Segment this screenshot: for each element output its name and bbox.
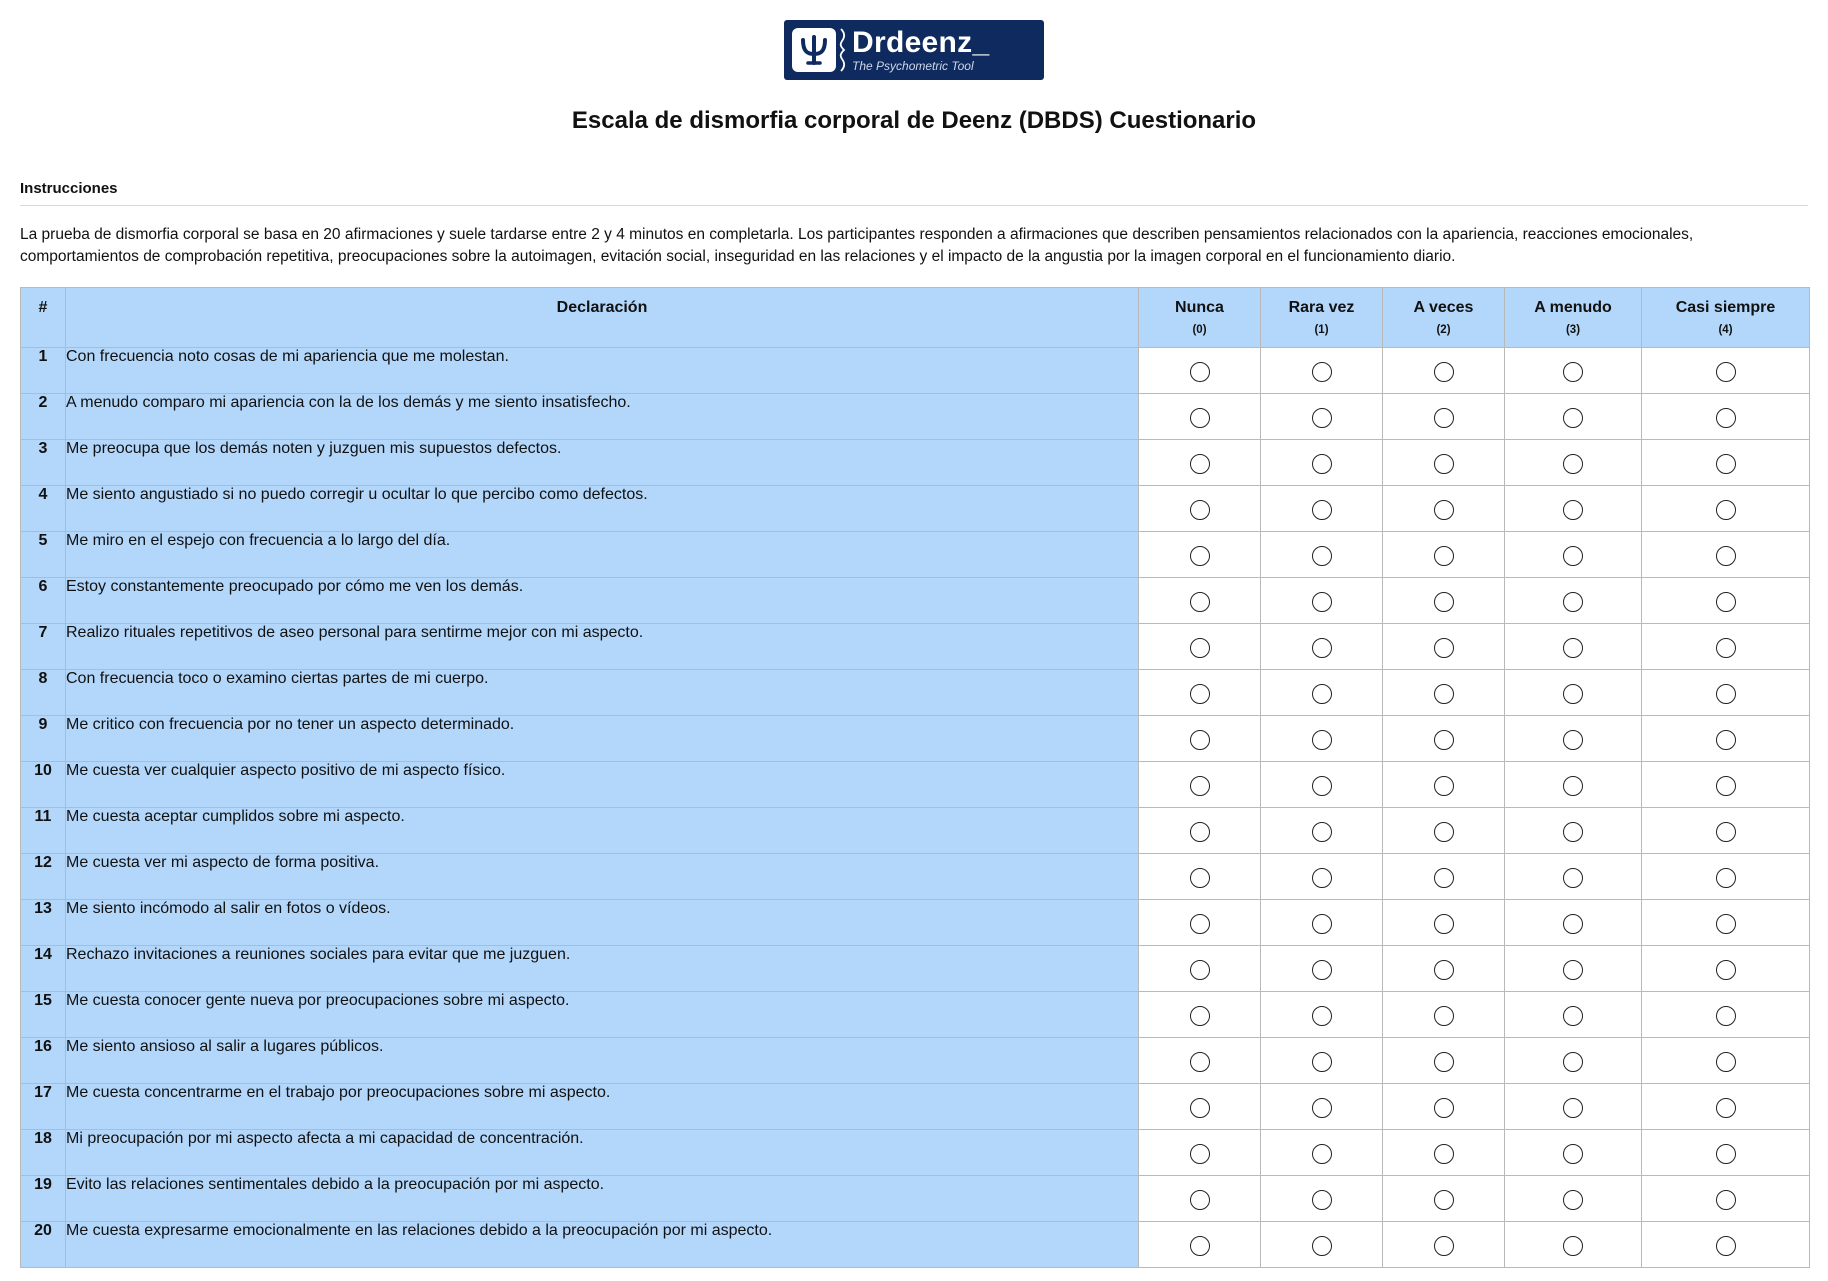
radio-button[interactable]	[1563, 1236, 1583, 1256]
item-number: 2	[21, 394, 66, 440]
option-cell	[1383, 1084, 1505, 1130]
option-cell	[1642, 716, 1810, 762]
option-cell	[1261, 578, 1383, 624]
item-number: 3	[21, 440, 66, 486]
radio-button[interactable]	[1190, 730, 1210, 750]
item-statement: Con frecuencia noto cosas de mi apariencia que me molestan.	[66, 348, 1139, 394]
radio-button[interactable]	[1716, 638, 1736, 658]
option-cell	[1505, 762, 1642, 808]
option-cell	[1642, 532, 1810, 578]
option-cell	[1139, 946, 1261, 992]
radio-button[interactable]	[1434, 500, 1454, 520]
option-cell	[1261, 946, 1383, 992]
option-cell	[1139, 348, 1261, 394]
radio-button[interactable]	[1716, 1190, 1736, 1210]
radio-button[interactable]	[1312, 500, 1332, 520]
option-cell	[1261, 624, 1383, 670]
option-cell	[1261, 992, 1383, 1038]
radio-button[interactable]	[1434, 1144, 1454, 1164]
item-number: 13	[21, 900, 66, 946]
option-cell	[1139, 900, 1261, 946]
radio-button[interactable]	[1312, 684, 1332, 704]
radio-button[interactable]	[1434, 684, 1454, 704]
radio-button[interactable]	[1434, 408, 1454, 428]
radio-button[interactable]	[1190, 362, 1210, 382]
instructions-text: La prueba de dismorfia corporal se basa en 20 afirmaciones y suele tardarse entre 2 y 4 minutos en completarla. Los participantes responden a afirmaciones que describen pensamientos relacionados con la apariencia, reacciones emocionales, comportamientos de comprobación repetitiva, preocupaciones sobre la autoimagen, evitación social, inseguridad en las relaciones y el impacto de la angustia por la imagen corporal en el funcionamiento diario.	[20, 226, 1694, 265]
option-cell	[1139, 808, 1261, 854]
radio-button[interactable]	[1716, 730, 1736, 750]
item-statement: Me cuesta ver cualquier aspecto positivo de mi aspecto físico.	[66, 762, 1139, 808]
option-cell	[1642, 1130, 1810, 1176]
table-row	[21, 808, 1810, 854]
option-cell	[1642, 670, 1810, 716]
option-cell	[1139, 1176, 1261, 1222]
option-cell	[1383, 670, 1505, 716]
radio-button[interactable]	[1434, 454, 1454, 474]
option-cell	[1383, 992, 1505, 1038]
radio-button[interactable]	[1312, 454, 1332, 474]
item-number: 17	[21, 1084, 66, 1130]
table-header-row	[21, 288, 1810, 348]
radio-button[interactable]	[1563, 868, 1583, 888]
option-cell	[1642, 440, 1810, 486]
option-cell	[1139, 532, 1261, 578]
radio-button[interactable]	[1312, 730, 1332, 750]
item-statement: Me siento incómodo al salir en fotos o vídeos.	[66, 900, 1139, 946]
item-statement: Evito las relaciones sentimentales debido a la preocupación por mi aspecto.	[66, 1176, 1139, 1222]
brand-logo	[784, 20, 1044, 80]
item-number: 5	[21, 532, 66, 578]
option-cell	[1139, 992, 1261, 1038]
instructions-heading: Instrucciones	[20, 180, 1808, 206]
radio-button[interactable]	[1716, 500, 1736, 520]
radio-button[interactable]	[1312, 408, 1332, 428]
item-statement: Me siento angustiado si no puedo corregir u ocultar lo que percibo como defectos.	[66, 486, 1139, 532]
table-row	[21, 440, 1810, 486]
option-cell	[1383, 532, 1505, 578]
radio-button[interactable]	[1190, 500, 1210, 520]
radio-button[interactable]	[1716, 592, 1736, 612]
radio-button[interactable]	[1190, 1006, 1210, 1026]
option-cell	[1261, 1038, 1383, 1084]
option-cell	[1642, 394, 1810, 440]
radio-button[interactable]	[1312, 1052, 1332, 1072]
radio-button[interactable]	[1716, 1236, 1736, 1256]
option-cell	[1642, 1222, 1810, 1268]
table-row	[21, 578, 1810, 624]
item-number: 6	[21, 578, 66, 624]
table-row	[21, 900, 1810, 946]
table-row	[21, 1130, 1810, 1176]
option-cell	[1139, 486, 1261, 532]
option-cell	[1642, 348, 1810, 394]
option-cell	[1383, 578, 1505, 624]
table-row	[21, 624, 1810, 670]
radio-button[interactable]	[1716, 1052, 1736, 1072]
brand-name: Drdeenz_	[852, 25, 990, 59]
radio-button[interactable]	[1434, 776, 1454, 796]
option-cell	[1383, 624, 1505, 670]
option-cell	[1261, 1084, 1383, 1130]
option-cell	[1139, 1130, 1261, 1176]
option-cell	[1642, 1038, 1810, 1084]
table-row	[21, 394, 1810, 440]
item-number: 19	[21, 1176, 66, 1222]
option-cell	[1261, 808, 1383, 854]
column-header-number: #	[21, 288, 66, 348]
radio-button[interactable]	[1190, 684, 1210, 704]
radio-button[interactable]	[1716, 822, 1736, 842]
option-cell	[1642, 624, 1810, 670]
item-statement: Me cuesta aceptar cumplidos sobre mi aspecto.	[66, 808, 1139, 854]
option-cell	[1261, 1222, 1383, 1268]
table-row	[21, 992, 1810, 1038]
column-header-option: A veces (2)	[1383, 288, 1505, 348]
option-cell	[1383, 1222, 1505, 1268]
option-cell	[1642, 1176, 1810, 1222]
item-number: 15	[21, 992, 66, 1038]
radio-button[interactable]	[1563, 592, 1583, 612]
radio-button[interactable]	[1716, 1006, 1736, 1026]
option-cell	[1383, 440, 1505, 486]
option-cell	[1261, 1130, 1383, 1176]
column-header-option: A menudo (3)	[1505, 288, 1642, 348]
column-header-option: Casi siempre (4)	[1642, 288, 1810, 348]
item-number: 18	[21, 1130, 66, 1176]
item-number: 1	[21, 348, 66, 394]
radio-button[interactable]	[1190, 1098, 1210, 1118]
option-cell	[1505, 440, 1642, 486]
item-number: 7	[21, 624, 66, 670]
column-header-statement: Declaración	[66, 288, 1139, 348]
item-number: 9	[21, 716, 66, 762]
option-cell	[1383, 716, 1505, 762]
item-number: 20	[21, 1222, 66, 1268]
option-cell	[1505, 394, 1642, 440]
radio-button[interactable]	[1563, 1190, 1583, 1210]
option-cell	[1505, 348, 1642, 394]
item-statement: Rechazo invitaciones a reuniones sociales para evitar que me juzguen.	[66, 946, 1139, 992]
radio-button[interactable]	[1190, 868, 1210, 888]
radio-button[interactable]	[1190, 914, 1210, 934]
option-cell	[1383, 1176, 1505, 1222]
radio-button[interactable]	[1563, 914, 1583, 934]
radio-button[interactable]	[1190, 776, 1210, 796]
option-cell	[1505, 716, 1642, 762]
table-row	[21, 716, 1810, 762]
option-cell	[1383, 900, 1505, 946]
radio-button[interactable]	[1312, 914, 1332, 934]
questionnaire-table	[20, 287, 1810, 1268]
option-cell	[1505, 486, 1642, 532]
option-cell	[1139, 1038, 1261, 1084]
option-cell	[1505, 1038, 1642, 1084]
radio-button[interactable]	[1434, 592, 1454, 612]
item-number: 11	[21, 808, 66, 854]
radio-button[interactable]	[1563, 960, 1583, 980]
item-number: 8	[21, 670, 66, 716]
radio-button[interactable]	[1716, 546, 1736, 566]
radio-button[interactable]	[1716, 776, 1736, 796]
option-cell	[1505, 854, 1642, 900]
item-statement: Mi preocupación por mi aspecto afecta a mi capacidad de concentración.	[66, 1130, 1139, 1176]
radio-button[interactable]	[1312, 362, 1332, 382]
radio-button[interactable]	[1563, 730, 1583, 750]
option-cell	[1139, 854, 1261, 900]
item-number: 12	[21, 854, 66, 900]
option-cell	[1505, 532, 1642, 578]
item-statement: A menudo comparo mi apariencia con la de los demás y me siento insatisfecho.	[66, 394, 1139, 440]
option-cell	[1383, 762, 1505, 808]
option-cell	[1642, 808, 1810, 854]
option-cell	[1139, 578, 1261, 624]
radio-button[interactable]	[1190, 638, 1210, 658]
option-cell	[1139, 1222, 1261, 1268]
option-cell	[1505, 1222, 1642, 1268]
radio-button[interactable]	[1190, 1236, 1210, 1256]
option-cell	[1642, 946, 1810, 992]
radio-button[interactable]	[1190, 1144, 1210, 1164]
option-cell	[1139, 624, 1261, 670]
option-cell	[1139, 716, 1261, 762]
radio-button[interactable]	[1716, 1098, 1736, 1118]
option-cell	[1261, 1176, 1383, 1222]
radio-button[interactable]	[1434, 1236, 1454, 1256]
table-row	[21, 348, 1810, 394]
option-cell	[1261, 440, 1383, 486]
table-row	[21, 1084, 1810, 1130]
item-number: 4	[21, 486, 66, 532]
item-number: 10	[21, 762, 66, 808]
radio-button[interactable]	[1434, 1190, 1454, 1210]
table-row	[21, 532, 1810, 578]
option-cell	[1642, 900, 1810, 946]
option-cell	[1642, 578, 1810, 624]
radio-button[interactable]	[1563, 1144, 1583, 1164]
option-cell	[1505, 946, 1642, 992]
option-cell	[1505, 1084, 1642, 1130]
option-cell	[1505, 578, 1642, 624]
option-cell	[1261, 762, 1383, 808]
radio-button[interactable]	[1190, 546, 1210, 566]
option-cell	[1261, 532, 1383, 578]
radio-button[interactable]	[1434, 1052, 1454, 1072]
option-cell	[1139, 440, 1261, 486]
option-cell	[1383, 854, 1505, 900]
option-cell	[1642, 854, 1810, 900]
radio-button[interactable]	[1563, 408, 1583, 428]
item-statement: Con frecuencia toco o examino ciertas partes de mi cuerpo.	[66, 670, 1139, 716]
radio-button[interactable]	[1312, 960, 1332, 980]
option-cell	[1505, 1176, 1642, 1222]
option-cell	[1261, 348, 1383, 394]
radio-button[interactable]	[1434, 868, 1454, 888]
option-cell	[1383, 946, 1505, 992]
radio-button[interactable]	[1434, 960, 1454, 980]
option-cell	[1505, 992, 1642, 1038]
radio-button[interactable]	[1434, 1006, 1454, 1026]
radio-button[interactable]	[1312, 1236, 1332, 1256]
option-cell	[1261, 670, 1383, 716]
radio-button[interactable]	[1312, 1098, 1332, 1118]
option-cell	[1383, 394, 1505, 440]
radio-button[interactable]	[1434, 1098, 1454, 1118]
option-cell	[1261, 394, 1383, 440]
table-row	[21, 762, 1810, 808]
radio-button[interactable]	[1563, 638, 1583, 658]
option-cell	[1642, 762, 1810, 808]
radio-button[interactable]	[1563, 500, 1583, 520]
option-cell	[1642, 1084, 1810, 1130]
radio-button[interactable]	[1190, 408, 1210, 428]
radio-button[interactable]	[1563, 362, 1583, 382]
option-cell	[1383, 1038, 1505, 1084]
table-row	[21, 486, 1810, 532]
table-row	[21, 1038, 1810, 1084]
radio-button[interactable]	[1312, 638, 1332, 658]
option-cell	[1505, 624, 1642, 670]
item-statement: Me cuesta concentrarme en el trabajo por preocupaciones sobre mi aspecto.	[66, 1084, 1139, 1130]
radio-button[interactable]	[1716, 868, 1736, 888]
item-statement: Me cuesta expresarme emocionalmente en las relaciones debido a la preocupación por mi aspecto.	[66, 1222, 1139, 1268]
radio-button[interactable]	[1312, 1144, 1332, 1164]
radio-button[interactable]	[1190, 1190, 1210, 1210]
radio-button[interactable]	[1190, 454, 1210, 474]
item-statement: Me preocupa que los demás noten y juzguen mis supuestos defectos.	[66, 440, 1139, 486]
radio-button[interactable]	[1563, 822, 1583, 842]
radio-button[interactable]	[1716, 684, 1736, 704]
radio-button[interactable]	[1312, 868, 1332, 888]
radio-button[interactable]	[1190, 592, 1210, 612]
option-cell	[1139, 394, 1261, 440]
option-cell	[1261, 716, 1383, 762]
radio-button[interactable]	[1563, 1006, 1583, 1026]
radio-button[interactable]	[1312, 1190, 1332, 1210]
option-cell	[1383, 486, 1505, 532]
radio-button[interactable]	[1434, 638, 1454, 658]
radio-button[interactable]	[1312, 776, 1332, 796]
item-statement: Estoy constantemente preocupado por cómo me ven los demás.	[66, 578, 1139, 624]
item-statement: Me siento ansioso al salir a lugares públicos.	[66, 1038, 1139, 1084]
radio-button[interactable]	[1716, 960, 1736, 980]
item-statement: Realizo rituales repetitivos de aseo personal para sentirme mejor con mi aspecto.	[66, 624, 1139, 670]
radio-button[interactable]	[1190, 1052, 1210, 1072]
option-cell	[1383, 808, 1505, 854]
radio-button[interactable]	[1434, 546, 1454, 566]
item-statement: Me cuesta ver mi aspecto de forma positiva.	[66, 854, 1139, 900]
item-number: 14	[21, 946, 66, 992]
radio-button[interactable]	[1716, 1144, 1736, 1164]
item-number: 16	[21, 1038, 66, 1084]
radio-button[interactable]	[1563, 1052, 1583, 1072]
option-cell	[1383, 1130, 1505, 1176]
radio-button[interactable]	[1716, 408, 1736, 428]
option-cell	[1261, 486, 1383, 532]
brand-tagline: The Psychometric Tool	[852, 58, 974, 73]
option-cell	[1642, 992, 1810, 1038]
radio-button[interactable]	[1716, 362, 1736, 382]
radio-button[interactable]	[1716, 914, 1736, 934]
radio-button[interactable]	[1563, 1098, 1583, 1118]
radio-button[interactable]	[1434, 730, 1454, 750]
table-row	[21, 1222, 1810, 1268]
radio-button[interactable]	[1563, 776, 1583, 796]
psi-icon	[792, 28, 836, 72]
option-cell	[1139, 670, 1261, 716]
option-cell	[1261, 900, 1383, 946]
radio-button[interactable]	[1312, 546, 1332, 566]
radio-button[interactable]	[1563, 684, 1583, 704]
radio-button[interactable]	[1434, 914, 1454, 934]
item-statement: Me critico con frecuencia por no tener un aspecto determinado.	[66, 716, 1139, 762]
table-row	[21, 854, 1810, 900]
table-row	[21, 1176, 1810, 1222]
brace-icon	[839, 27, 847, 73]
table-row	[21, 946, 1810, 992]
option-cell	[1139, 1084, 1261, 1130]
radio-button[interactable]	[1190, 822, 1210, 842]
radio-button[interactable]	[1434, 362, 1454, 382]
radio-button[interactable]	[1434, 822, 1454, 842]
table-row	[21, 670, 1810, 716]
option-cell	[1261, 854, 1383, 900]
radio-button[interactable]	[1312, 822, 1332, 842]
radio-button[interactable]	[1312, 592, 1332, 612]
page-title: Escala de dismorfia corporal de Deenz (DBDS) Cuestionario	[571, 107, 1257, 134]
item-statement: Me miro en el espejo con frecuencia a lo largo del día.	[66, 532, 1139, 578]
item-statement: Me cuesta conocer gente nueva por preocupaciones sobre mi aspecto.	[66, 992, 1139, 1038]
column-header-option: Nunca (0)	[1139, 288, 1261, 348]
column-header-option: Rara vez (1)	[1261, 288, 1383, 348]
option-cell	[1505, 1130, 1642, 1176]
option-cell	[1642, 486, 1810, 532]
option-cell	[1505, 808, 1642, 854]
radio-button[interactable]	[1716, 454, 1736, 474]
radio-button[interactable]	[1190, 960, 1210, 980]
radio-button[interactable]	[1563, 546, 1583, 566]
option-cell	[1505, 900, 1642, 946]
radio-button[interactable]	[1563, 454, 1583, 474]
radio-button[interactable]	[1312, 1006, 1332, 1026]
option-cell	[1139, 762, 1261, 808]
option-cell	[1383, 348, 1505, 394]
option-cell	[1505, 670, 1642, 716]
